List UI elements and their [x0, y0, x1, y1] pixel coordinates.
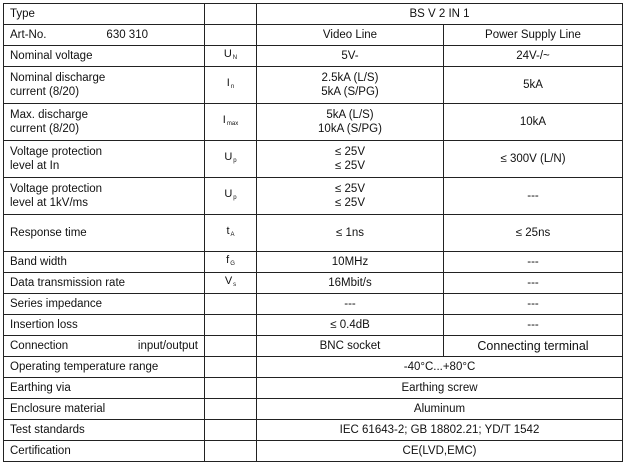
power-value: 5kA: [523, 79, 543, 91]
video-value: ≤ 25V: [335, 197, 365, 209]
spec-label-cell: [4, 273, 205, 294]
power-value: 24V-/~: [516, 50, 550, 62]
artno-label: Art-No.: [10, 29, 47, 41]
type-row: [4, 4, 623, 25]
power-value: ≤ 25ns: [515, 227, 551, 239]
spec-row: [4, 46, 623, 67]
video-value: ≤ 25V: [335, 160, 365, 172]
span-value: -40°C...+80°C: [257, 357, 623, 378]
span-row: [4, 399, 623, 420]
spec-label-cell: [4, 178, 205, 215]
span-label: Enclosure material: [4, 399, 205, 420]
artno-value: 630 310: [106, 29, 148, 41]
spec-symbol-subscript: max: [226, 121, 239, 127]
spec-symbol-subscript: n: [230, 84, 235, 90]
spec-symbol-subscript: p: [233, 158, 237, 164]
spec-label-cell: [4, 67, 205, 104]
spec-symbol-cell: [205, 104, 257, 141]
spec-symbol-subscript: A: [230, 232, 235, 238]
spec-label: Voltage protection: [10, 183, 103, 195]
spec-label: Response time: [10, 227, 87, 239]
video-value-cell: [257, 178, 444, 215]
span-row: [4, 441, 623, 462]
video-value-cell: [257, 215, 444, 252]
power-value-cell: [444, 178, 623, 215]
spec-label: Data transmission rate: [10, 277, 126, 289]
connection-row: [4, 336, 623, 357]
power-value: ---: [527, 298, 539, 310]
spec-label: level at In: [10, 160, 60, 172]
span-symbol-cell: [205, 441, 257, 462]
connection-label: Connection: [10, 340, 69, 352]
spec-symbol-subscript: N: [232, 55, 238, 61]
power-value: ---: [527, 190, 539, 202]
power-value-cell: [444, 67, 623, 104]
type-value: BS V 2 IN 1: [257, 4, 623, 25]
span-row: [4, 420, 623, 441]
artno-symbol-cell: [205, 25, 257, 46]
video-value-cell: [257, 315, 444, 336]
spec-symbol-cell: [205, 178, 257, 215]
spec-label: current (8/20): [10, 86, 80, 98]
power-value: ---: [527, 256, 539, 268]
span-row: [4, 357, 623, 378]
spec-symbol: I: [222, 114, 226, 126]
video-value: 5V-: [341, 50, 359, 62]
video-value-cell: [257, 104, 444, 141]
span-symbol-cell: [205, 378, 257, 399]
spec-row: [4, 294, 623, 315]
span-value: Aluminum: [257, 399, 623, 420]
video-value-cell: [257, 273, 444, 294]
spec-symbol: I: [226, 77, 230, 89]
spec-symbol-cell: [205, 67, 257, 104]
power-value-cell: [444, 104, 623, 141]
spec-label-cell: [4, 294, 205, 315]
spec-symbol-cell: [205, 294, 257, 315]
connection-sublabel: input/output: [137, 340, 198, 352]
power-value: ---: [527, 319, 539, 331]
type-symbol-cell: [205, 4, 257, 25]
artno-cell: [4, 25, 205, 46]
video-value-cell: [257, 252, 444, 273]
video-value: 2.5kA (L/S): [321, 72, 379, 84]
spec-row: [4, 104, 623, 141]
span-value: IEC 61643-2; GB 18802.21; YD/T 1542: [257, 420, 623, 441]
power-value: 10kA: [519, 116, 547, 128]
spec-label: Series impedance: [10, 298, 103, 310]
column-header-power: Power Supply Line: [444, 25, 623, 46]
spec-label-cell: [4, 215, 205, 252]
video-value-cell: [257, 46, 444, 67]
spec-row: [4, 178, 623, 215]
spec-symbol-subscript: s: [233, 282, 237, 288]
spec-row: [4, 252, 623, 273]
spec-symbol-subscript: p: [233, 195, 237, 201]
spec-table: [3, 3, 623, 462]
spec-symbol-cell: [205, 252, 257, 273]
video-value: 5kA (L/S): [326, 109, 374, 121]
power-value: ≤ 300V (L/N): [500, 153, 566, 165]
spec-symbol-subscript: G: [230, 261, 235, 267]
spec-row: [4, 315, 623, 336]
spec-row: [4, 273, 623, 294]
spec-label-cell: [4, 141, 205, 178]
spec-symbol-cell: [205, 315, 257, 336]
video-value: ---: [344, 298, 356, 310]
power-value-cell: [444, 315, 623, 336]
spec-row: [4, 67, 623, 104]
type-label: Type: [4, 4, 205, 25]
spec-label: current (8/20): [10, 123, 80, 135]
spec-symbol: t: [226, 225, 230, 237]
power-value-cell: [444, 294, 623, 315]
spec-label-cell: [4, 252, 205, 273]
spec-row: [4, 215, 623, 252]
spec-symbol-cell: [205, 273, 257, 294]
spec-row: [4, 141, 623, 178]
connection-video: BNC socket: [257, 336, 444, 357]
video-value: ≤ 25V: [335, 183, 365, 195]
spec-label: level at 1kV/ms: [10, 197, 88, 209]
video-value-cell: [257, 67, 444, 104]
power-value-cell: [444, 215, 623, 252]
span-label: Certification: [4, 441, 205, 462]
span-symbol-cell: [205, 399, 257, 420]
column-header-video: Video Line: [257, 25, 444, 46]
connection-symbol-cell: [205, 336, 257, 357]
video-value: 16Mbit/s: [328, 277, 372, 289]
connection-power: Connecting terminal: [444, 336, 623, 357]
artno-row: [4, 25, 623, 46]
spec-symbol-cell: [205, 46, 257, 67]
spec-label-cell: [4, 104, 205, 141]
power-value-cell: [444, 46, 623, 67]
video-value: ≤ 25V: [335, 146, 365, 158]
spec-label: Max. discharge: [10, 109, 88, 121]
video-value-cell: [257, 294, 444, 315]
spec-label: Insertion loss: [10, 319, 78, 331]
spec-symbol: f: [226, 254, 230, 266]
span-value: CE(LVD,EMC): [257, 441, 623, 462]
spec-symbol: U: [223, 48, 232, 60]
spec-label: Nominal voltage: [10, 50, 93, 62]
span-row: [4, 378, 623, 399]
span-label: Earthing via: [4, 378, 205, 399]
video-value: 10MHz: [331, 256, 369, 268]
span-label: Test standards: [4, 420, 205, 441]
spec-symbol: U: [224, 151, 233, 163]
span-value: Earthing screw: [257, 378, 623, 399]
connection-label-cell: [4, 336, 205, 357]
spec-symbol-cell: [205, 141, 257, 178]
spec-label: Voltage protection: [10, 146, 103, 158]
spec-label: Nominal discharge: [10, 72, 106, 84]
spec-label-cell: [4, 315, 205, 336]
power-value-cell: [444, 273, 623, 294]
video-value: ≤ 0.4dB: [330, 319, 370, 331]
spec-symbol: V: [224, 275, 233, 287]
video-value: ≤ 1ns: [335, 227, 365, 239]
power-value: ---: [527, 277, 539, 289]
video-value-cell: [257, 141, 444, 178]
power-value-cell: [444, 141, 623, 178]
video-value: 10kA (S/PG): [318, 123, 382, 135]
video-value: 5kA (S/PG): [321, 86, 379, 98]
span-label: Operating temperature range: [4, 357, 205, 378]
span-symbol-cell: [205, 420, 257, 441]
power-value-cell: [444, 252, 623, 273]
spec-symbol-cell: [205, 215, 257, 252]
spec-label: Band width: [10, 256, 67, 268]
spec-symbol: U: [224, 188, 233, 200]
span-symbol-cell: [205, 357, 257, 378]
spec-label-cell: [4, 46, 205, 67]
